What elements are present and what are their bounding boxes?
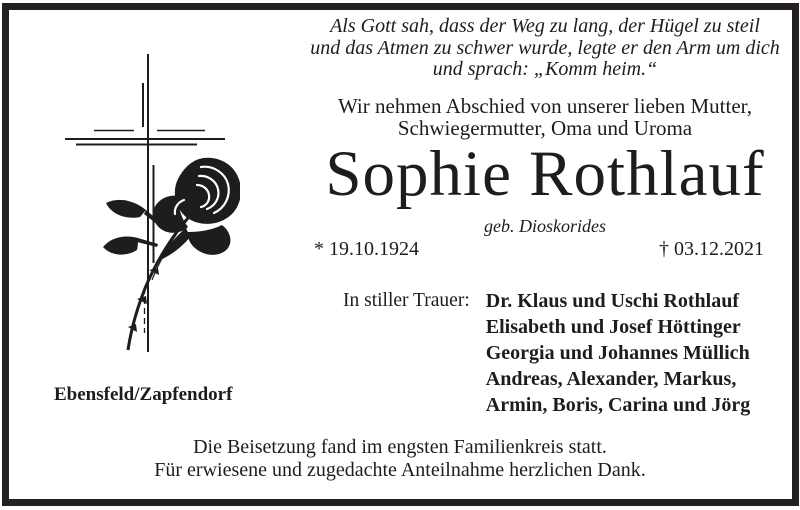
intro-line-2: Schwiegermutter, Oma und Uroma xyxy=(397,115,693,140)
mourner-line: Georgia und Johannes Müllich xyxy=(485,342,750,364)
epigraph-line-1: Als Gott sah, dass der Weg zu lang, der Hügel zu steil xyxy=(330,15,760,37)
mourning-label: In stiller Trauer: xyxy=(343,290,470,311)
intro-line-1: Wir nehmen Abschied von unserer lieben Mutter, xyxy=(337,94,753,118)
mourner-line: Armin, Boris, Carina und Jörg xyxy=(485,394,751,416)
closing-note xyxy=(0,436,800,482)
mourning-section xyxy=(343,288,750,418)
epigraph-verse xyxy=(302,16,788,81)
epigraph-line-2: und das Atmen zu schwer wurde, legte er den Arm um dich xyxy=(310,36,780,59)
closing-line-2: Für erwiesene und zugedachte Anteilnahme herzlichen Dank. xyxy=(154,459,646,481)
farewell-intro xyxy=(302,96,788,139)
closing-line-1: Die Beisetzung fand im engsten Familienkreis statt. xyxy=(193,436,607,458)
cross-and-rose-illustration xyxy=(50,48,240,360)
death-date: † 03.12.2021 xyxy=(659,238,764,260)
epigraph-line-3: und sprach: „Komm heim.“ xyxy=(432,58,658,80)
deceased-name: Sophie Rothlauf xyxy=(325,138,765,210)
birth-date: * 19.10.1924 xyxy=(314,238,419,260)
mourner-line: Dr. Klaus und Uschi Rothlauf xyxy=(485,290,739,312)
maiden-name: geb. Dioskorides xyxy=(484,216,606,236)
mourners-list xyxy=(486,288,750,418)
location-label: Ebensfeld/Zapfendorf xyxy=(54,384,233,405)
life-dates xyxy=(302,238,788,260)
rose-icon xyxy=(103,158,240,350)
mourner-line: Andreas, Alexander, Markus, xyxy=(485,368,737,390)
mourner-line: Elisabeth und Josef Höttinger xyxy=(485,316,741,338)
